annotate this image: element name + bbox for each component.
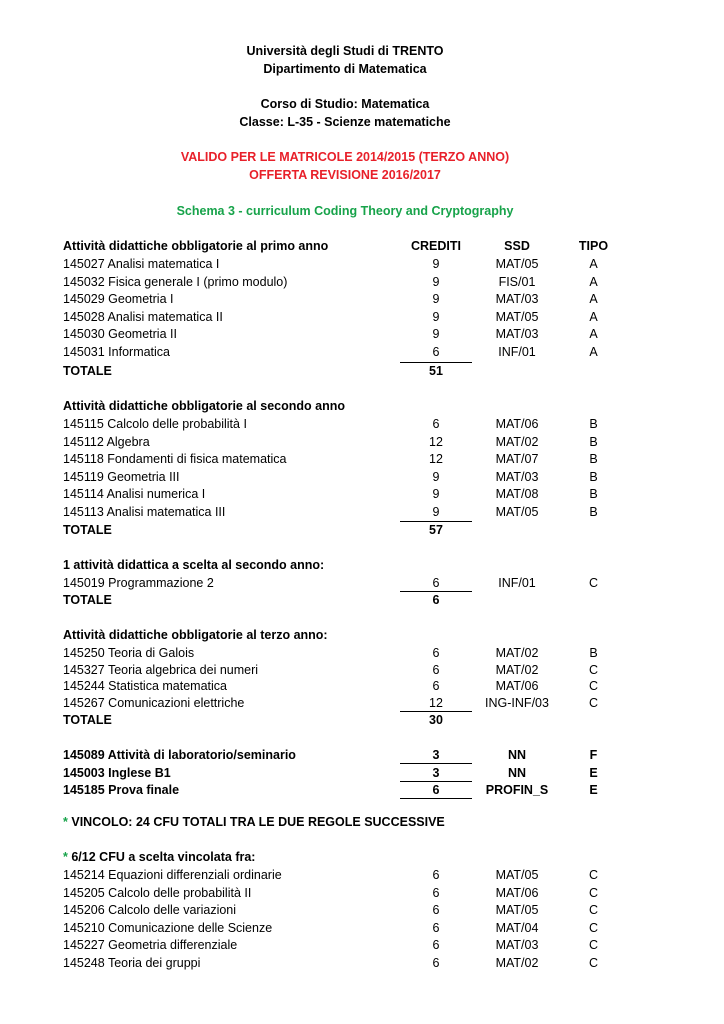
- course-type: B: [589, 452, 598, 467]
- course-type: A: [589, 327, 598, 342]
- constraint-text: [63, 815, 445, 829]
- course-name: 145327 Teoria algebrica dei numeri: [63, 662, 259, 677]
- course-name: 145248 Teoria dei gruppi: [63, 956, 201, 970]
- course-name: 145019 Programmazione 2: [63, 576, 214, 590]
- total-label: TOTALE: [63, 364, 112, 378]
- course-type: B: [589, 487, 598, 502]
- section-title: Attività didattiche obbligatorie al primo anno: [63, 239, 329, 253]
- total-row: [0, 713, 724, 729]
- constraint-label: VINCOLO: 24 CFU TOTALI TRA LE DUE REGOLE SUCCESSIVE: [71, 815, 445, 829]
- class-name: Classe: L-35 - Scienze matematiche: [239, 115, 451, 129]
- course-ssd: MAT/06: [495, 679, 539, 694]
- course-row: [0, 327, 724, 343]
- course-name: 145210 Comunicazione delle Scienze: [63, 920, 273, 935]
- total-row: [0, 364, 724, 380]
- course-ssd: MAT/02: [495, 646, 539, 660]
- section-header-third-year: [0, 628, 724, 644]
- course-name: 145244 Statistica matematica: [63, 679, 227, 694]
- course-name: 145214 Equazioni differenziali ordinarie: [63, 868, 282, 882]
- course-row: [0, 938, 724, 954]
- course-credits: 9: [432, 327, 440, 342]
- course-credits: 9: [432, 257, 440, 271]
- course-row: [0, 921, 724, 937]
- course-ssd: PROFIN_S: [485, 783, 549, 797]
- course-credits: 6: [432, 345, 440, 359]
- course-name: 145027 Analisi matematica I: [63, 257, 220, 271]
- course-credits: 6: [432, 920, 440, 935]
- course-credits: 9: [432, 274, 440, 289]
- course-row: [0, 748, 724, 764]
- section-header-elective-choice: [0, 850, 724, 866]
- course-name: 145115 Calcolo delle probabilità I: [63, 417, 247, 431]
- course-ssd: MAT/05: [495, 309, 539, 324]
- section-title: Attività didattiche obbligatorie al secondo anno: [63, 399, 345, 413]
- course-type: B: [589, 434, 598, 449]
- course-type: E: [589, 766, 598, 780]
- course-row: [0, 679, 724, 695]
- course-ssd: MAT/06: [495, 885, 539, 900]
- course-type: B: [589, 505, 598, 519]
- course-row: [0, 663, 724, 679]
- offer-revision: OFFERTA REVISIONE 2016/2017: [249, 168, 441, 182]
- course-type: C: [588, 956, 599, 970]
- course-credits: 6: [432, 885, 440, 900]
- course-name: 145113 Analisi matematica III: [63, 505, 226, 519]
- course-name: 145089 Attività di laboratorio/seminario: [63, 748, 296, 762]
- department-name: Dipartimento di Matematica: [263, 62, 427, 76]
- course-ssd: MAT/06: [495, 417, 539, 431]
- course-credits: 9: [432, 469, 440, 484]
- course-row: [0, 417, 724, 433]
- course-ssd: MAT/05: [495, 903, 539, 918]
- section-title-text: 6/12 CFU a scelta vincolata fra:: [71, 850, 256, 864]
- course-credits: 6: [432, 417, 440, 431]
- course-type: B: [589, 417, 598, 431]
- course-ssd: MAT/02: [495, 956, 539, 970]
- course-ssd: MAT/07: [495, 452, 539, 467]
- credit-rule: [400, 763, 472, 764]
- course-name: 145030 Geometria II: [63, 327, 177, 342]
- course-credits: 6: [432, 956, 440, 970]
- course-type: C: [588, 679, 599, 694]
- section-header-second-year: [0, 399, 724, 415]
- course-credits: 6: [432, 868, 440, 882]
- course-credits: 9: [432, 309, 440, 324]
- course-row: [0, 766, 724, 782]
- section-title: [63, 850, 255, 864]
- course-row: [0, 435, 724, 451]
- column-header-crediti: CREDITI: [411, 239, 461, 253]
- asterisk-icon: *: [63, 815, 68, 829]
- course-ssd: MAT/02: [495, 662, 539, 677]
- course-type: F: [589, 748, 598, 762]
- course-type: C: [588, 576, 599, 590]
- section-title: 1 attività didattica a scelta al secondo anno:: [63, 558, 325, 572]
- course-credits: 12: [429, 434, 443, 449]
- course-row: [0, 275, 724, 291]
- course-credits: 9: [432, 292, 440, 307]
- course-credits: 3: [432, 748, 440, 762]
- course-name: 145003 Inglese B1: [63, 766, 171, 780]
- course-row: [0, 576, 724, 592]
- course-name: 145227 Geometria differenziale: [63, 938, 238, 953]
- course-ssd: MAT/08: [495, 487, 539, 502]
- course-type: A: [589, 257, 598, 271]
- course-name: 145119 Geometria III: [63, 469, 180, 484]
- total-label: TOTALE: [63, 523, 112, 537]
- course-ssd: MAT/03: [495, 938, 539, 953]
- course-ssd: FIS/01: [498, 274, 536, 289]
- course-ssd: MAT/02: [495, 434, 539, 449]
- validity-notice: VALIDO PER LE MATRICOLE 2014/2015 (TERZO ANNO): [180, 150, 510, 164]
- course-credits: 3: [432, 766, 440, 780]
- course-name: Corso di Studio: Matematica: [260, 97, 430, 111]
- course-name: 145185 Prova finale: [63, 783, 180, 797]
- total-value: 6: [432, 593, 440, 607]
- course-ssd: INF/01: [498, 576, 536, 590]
- course-type: C: [588, 903, 599, 918]
- total-row: [0, 593, 724, 609]
- course-type: C: [588, 868, 599, 882]
- course-row: [0, 646, 724, 662]
- section-title: Attività didattiche obbligatorie al terzo anno:: [63, 628, 328, 642]
- course-row: [0, 487, 724, 503]
- course-credits: 9: [432, 505, 440, 519]
- course-name: 145205 Calcolo delle probabilità II: [63, 885, 252, 900]
- course-ssd: MAT/03: [495, 292, 539, 307]
- course-type: B: [589, 469, 598, 484]
- course-ssd: ING-INF/03: [485, 695, 549, 710]
- section-header-elective-second-year: [0, 558, 724, 574]
- course-credits: 6: [432, 903, 440, 918]
- course-type: E: [589, 783, 598, 797]
- course-name: 145114 Analisi numerica I: [63, 487, 206, 502]
- course-credits: 6: [432, 938, 440, 953]
- course-ssd: MAT/04: [495, 920, 539, 935]
- section-header-first-year: [0, 239, 724, 255]
- course-name: 145031 Informatica: [63, 345, 171, 359]
- course-type: C: [588, 695, 599, 710]
- course-credits: 9: [432, 487, 440, 502]
- course-row: [0, 345, 724, 361]
- course-credits: 12: [429, 452, 443, 467]
- course-ssd: MAT/05: [495, 868, 539, 882]
- course-type: C: [588, 662, 599, 677]
- course-row: [0, 505, 724, 521]
- course-type: C: [588, 885, 599, 900]
- course-type: A: [589, 292, 598, 307]
- column-header-ssd: SSD: [504, 239, 530, 253]
- course-row: [0, 956, 724, 972]
- course-credits: 6: [432, 646, 440, 660]
- course-type: C: [588, 920, 599, 935]
- course-row: [0, 292, 724, 308]
- course-name: 145032 Fisica generale I (primo modulo): [63, 274, 288, 289]
- credit-rule: [400, 781, 472, 782]
- course-ssd: NN: [507, 748, 527, 762]
- course-row: [0, 903, 724, 919]
- asterisk-icon: *: [63, 850, 68, 864]
- course-row: [0, 696, 724, 712]
- total-value: 51: [429, 364, 443, 378]
- course-row: [0, 868, 724, 884]
- course-row: [0, 452, 724, 468]
- course-ssd: MAT/05: [495, 505, 539, 519]
- course-row: [0, 470, 724, 486]
- course-type: A: [589, 274, 598, 289]
- total-rule: [400, 362, 472, 363]
- total-value: 30: [429, 713, 443, 727]
- course-credits: 6: [432, 576, 440, 590]
- course-ssd: NN: [507, 766, 527, 780]
- course-type: C: [588, 938, 599, 953]
- course-ssd: MAT/03: [495, 469, 539, 484]
- course-credits: 6: [432, 662, 440, 677]
- course-name: 145112 Algebra: [63, 434, 150, 449]
- course-row: [0, 886, 724, 902]
- total-label: TOTALE: [63, 593, 112, 607]
- course-row: [0, 310, 724, 326]
- course-credits: 6: [432, 783, 440, 797]
- course-type: B: [589, 646, 598, 660]
- total-rule: [400, 711, 472, 712]
- total-value: 57: [429, 523, 443, 537]
- course-ssd: INF/01: [498, 345, 536, 359]
- course-name: 145267 Comunicazioni elettriche: [63, 695, 245, 710]
- course-row: [0, 257, 724, 273]
- course-ssd: MAT/05: [495, 257, 539, 271]
- course-type: A: [589, 345, 598, 359]
- course-credits: 12: [429, 695, 443, 710]
- course-row: [0, 783, 724, 799]
- constraint-notice: [0, 815, 724, 831]
- total-rule: [400, 521, 472, 522]
- credit-rule: [400, 798, 472, 799]
- total-rule: [400, 591, 472, 592]
- course-name: 145250 Teoria di Galois: [63, 646, 195, 660]
- total-row: [0, 523, 724, 539]
- schema-title: Schema 3 - curriculum Coding Theory and Cryptography: [176, 204, 514, 218]
- course-name: 145118 Fondamenti di fisica matematica: [63, 452, 287, 467]
- column-header-tipo: TIPO: [578, 239, 609, 253]
- university-name: Università degli Studi di TRENTO: [246, 44, 444, 58]
- total-label: TOTALE: [63, 713, 112, 727]
- course-type: A: [589, 309, 598, 324]
- course-name: 145029 Geometria I: [63, 292, 174, 307]
- course-name: 145028 Analisi matematica II: [63, 309, 223, 324]
- course-name: 145206 Calcolo delle variazioni: [63, 903, 237, 918]
- course-credits: 6: [432, 679, 440, 694]
- course-ssd: MAT/03: [495, 327, 539, 342]
